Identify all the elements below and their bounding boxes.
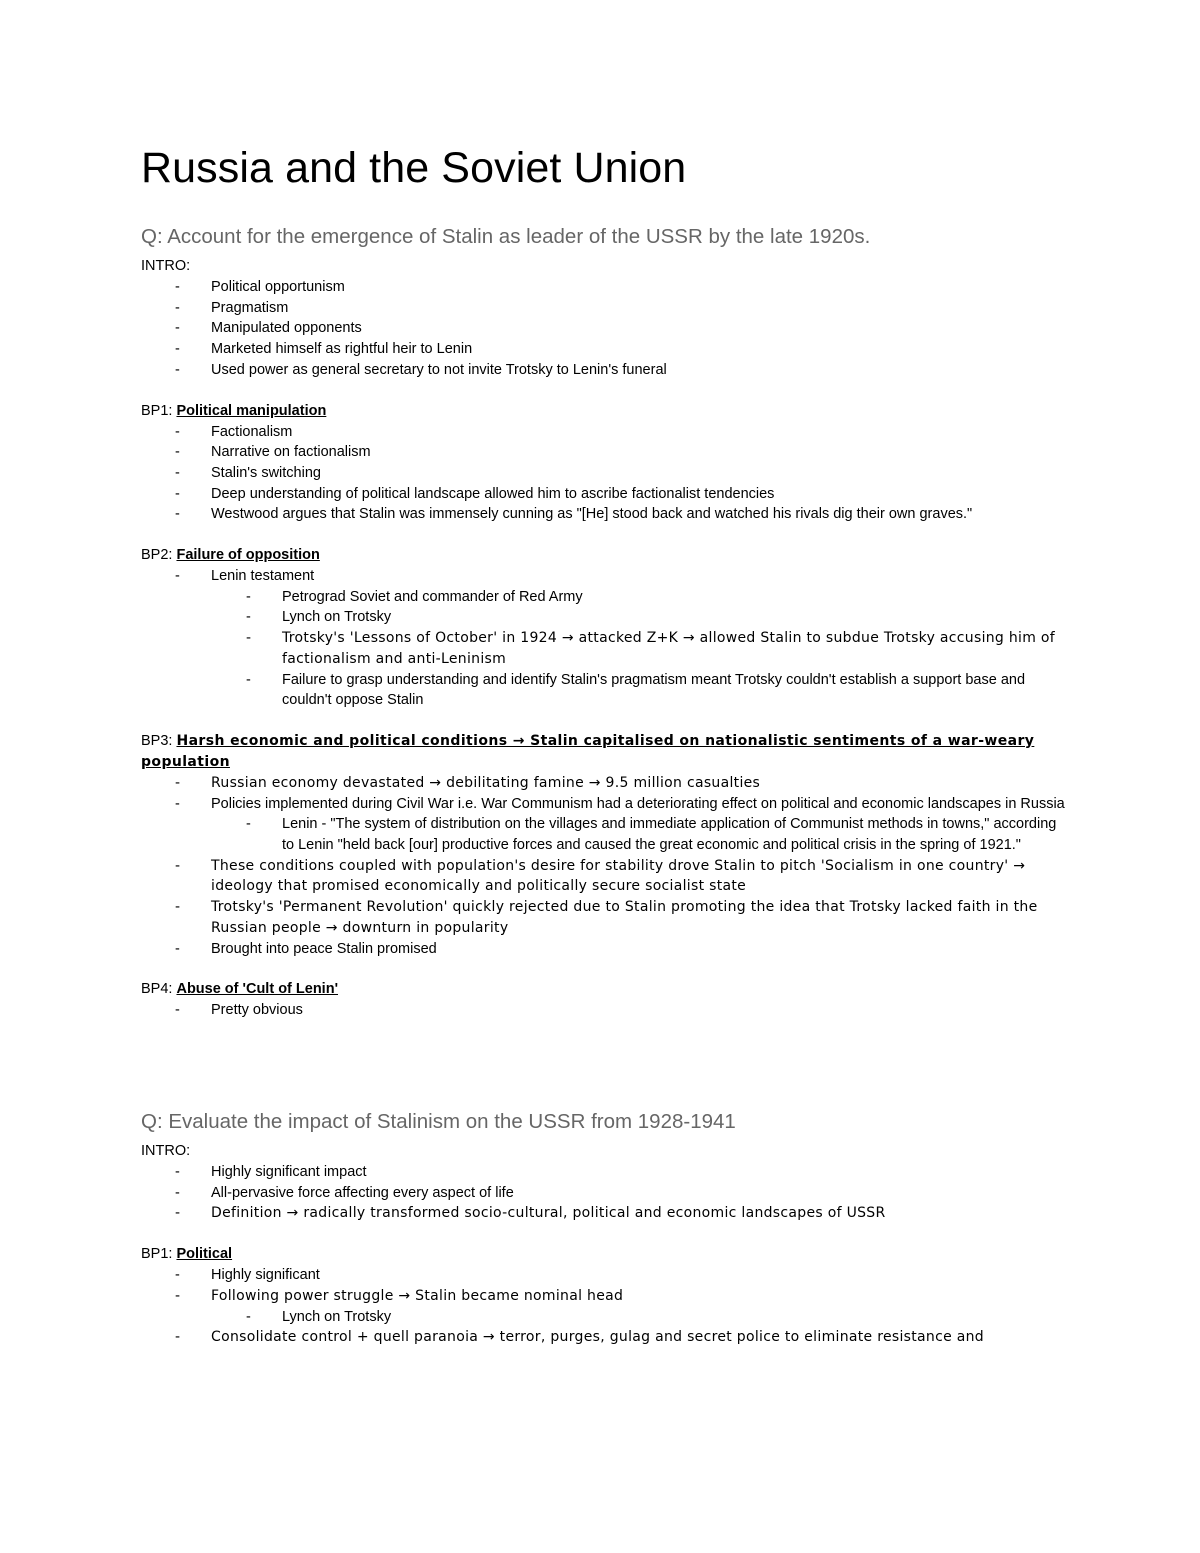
list-item: - Used power as general secretary to not invite Trotsky to Lenin's funeral: [141, 360, 1071, 381]
bp-prefix: BP1:: [141, 1246, 177, 1263]
list-item: - Highly significant impact: [141, 1162, 1071, 1183]
bp-heading: Political: [176, 1246, 233, 1263]
list-item: - Political opportunism: [141, 277, 1071, 298]
list-item: - Following power struggle → Stalin became nominal head: [141, 1286, 1071, 1307]
list-item: - Russian economy devastated → debilitating famine → 9.5 million casualties: [141, 773, 1071, 794]
bp-heading: Failure of opposition: [176, 547, 320, 564]
sub-list-item: - Trotsky's 'Lessons of October' in 1924 → attacked Z+K → allowed Stalin to subdue Trotsky accusing him of factionalism and anti-Leninism: [141, 628, 1071, 669]
sub-list-item: - Lynch on Trotsky: [141, 607, 1071, 628]
list-item: - Stalin's switching: [141, 463, 1071, 484]
page-title: Russia and the Soviet Union: [141, 144, 687, 192]
list-item: - Pretty obvious: [141, 1000, 1071, 1021]
q2-bp1-label: [141, 1244, 1071, 1265]
list-item: - Narrative on factionalism: [141, 442, 1071, 463]
q2-intro-list: [141, 1162, 1071, 1224]
bp-prefix: BP1:: [141, 402, 177, 419]
bp-heading: Political manipulation: [176, 402, 327, 419]
document-content: [141, 142, 1071, 1348]
list-item: - Manipulated opponents: [141, 318, 1071, 339]
q1-bp4-label: [141, 979, 1071, 1000]
bp-prefix: BP4:: [141, 981, 177, 998]
list-item: - Lenin testament: [141, 566, 1071, 587]
list-item: - Brought into peace Stalin promised: [141, 939, 1071, 960]
bp-heading: Abuse of 'Cult of Lenin': [176, 981, 339, 998]
list-item: - Deep understanding of political landscape allowed him to ascribe factionalist tendencies: [141, 484, 1071, 505]
question-1: Q: Account for the emergence of Stalin as leader of the USSR by the late 1920s.: [141, 225, 871, 248]
list-item: - Highly significant: [141, 1265, 1071, 1286]
q1-bp2-list: [141, 566, 1071, 711]
list-item: - Pragmatism: [141, 298, 1071, 319]
q1-intro-list: [141, 277, 1071, 381]
list-item: - These conditions coupled with population's desire for stability drove Stalin to pitch 'Socialism in one country' → ideology that promised economically and politically secure socialist state: [141, 856, 1071, 897]
q1-bp1-list: [141, 422, 1071, 526]
q1-bp4-list: [141, 1000, 1071, 1021]
list-item: - All-pervasive force affecting every aspect of life: [141, 1183, 1071, 1204]
q2-intro-label: INTRO:: [141, 1142, 191, 1159]
q2-bp1-list: [141, 1265, 1071, 1348]
bp-prefix: BP3:: [141, 732, 177, 749]
list-item: - Policies implemented during Civil War i.e. War Communism had a deteriorating effect on political and economic landscapes in Russia: [141, 794, 1071, 815]
question-2: Q: Evaluate the impact of Stalinism on the USSR from 1928-1941: [141, 1109, 736, 1133]
q1-intro-label: INTRO:: [141, 258, 191, 274]
q1-bp1-label: [141, 401, 1071, 422]
list-item: - Marketed himself as rightful heir to Lenin: [141, 339, 1071, 360]
q1-bp3-list: [141, 773, 1071, 959]
list-item: - Factionalism: [141, 422, 1071, 443]
bp-heading: Harsh economic and political conditions → Stalin capitalised on nationalistic sentiments of a war-weary population: [141, 732, 1035, 770]
sub-list-item: - Failure to grasp understanding and identify Stalin's pragmatism meant Trotsky couldn't establish a support base and couldn't oppose Stalin: [141, 670, 1071, 711]
q1-bp3-label: [141, 731, 1071, 773]
list-item: - Trotsky's 'Permanent Revolution' quickly rejected due to Stalin promoting the idea that Trotsky lacked faith in the Russian people → downturn in popularity: [141, 897, 1071, 938]
sub-list-item: - Petrograd Soviet and commander of Red Army: [141, 587, 1071, 608]
sub-list-item: - Lenin - "The system of distribution on the villages and immediate application of Communist methods in towns," according to Lenin "held back [our] productive forces and caused the great economic and political crisis in the spring of 1921.": [141, 814, 1071, 855]
list-item: - Definition → radically transformed socio-cultural, political and economic landscapes of USSR: [141, 1203, 1071, 1224]
sub-list-item: - Lynch on Trotsky: [141, 1307, 1071, 1328]
q1-bp2-label: [141, 545, 1071, 566]
list-item: - Westwood argues that Stalin was immensely cunning as "[He] stood back and watched his rivals dig their own graves.": [141, 504, 1071, 525]
list-item: - Consolidate control + quell paranoia → terror, purges, gulag and secret police to eliminate resistance and: [141, 1327, 1071, 1348]
bp-prefix: BP2:: [141, 547, 177, 564]
